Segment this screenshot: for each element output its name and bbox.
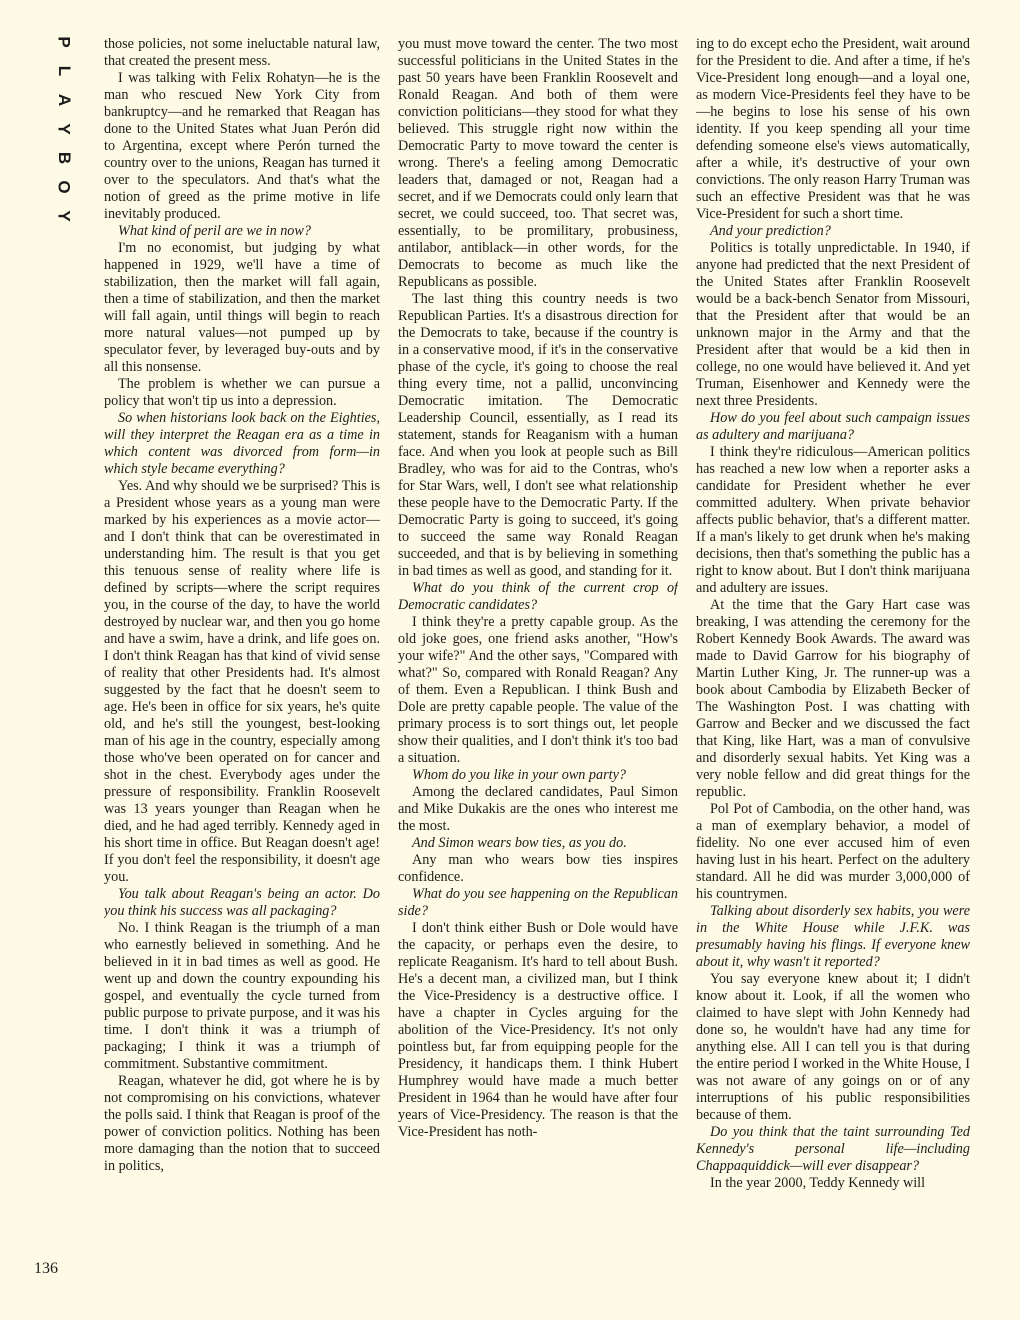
magazine-title-letter: B [55, 151, 74, 165]
interview-answer: I think they're a pretty capable group. As the old joke goes, one friend asks another, "How's your wife?" And the other says, "Compared with what?" So, compared with Ronald Reagan? Any of them. Even a Republican. I think Bush and Dole are pretty capable people. The value of the primary process is to sort things out, let people show their qualities, and I don't think it's too bad a situation. [398, 614, 678, 766]
interview-answer: You say everyone knew about it; I didn't know about it. Look, if all the women who claimed to have slept with John Kennedy had done so, he wouldn't have had any time for anything else. All I can tell you is that during the entire period I worked in the White House, I was not aware of any goings on or of any interruptions of his public responsibilities because of them. [696, 971, 970, 1123]
interview-answer: Politics is totally unpredictable. In 1940, if anyone had predicted that the next President of the United States after Franklin Roosevelt would be a back-bench Senator from Missouri, that the President after that would be an unknown major in the Army and that the President after that would be a kid then in college, no one would have believed it. And yet Truman, Eisenhower and Kennedy were the next three Presidents. [696, 240, 970, 409]
text-column-1 [104, 36, 380, 1276]
interview-answer: No. I think Reagan is the triumph of a man who earnestly believed in something. And he believed in it in bad times as well as good. He went up and down the country expounding his gospel, and eventually the cycle turned from public purpose to private purpose, and it was his time. I don't think it was a triumph of packaging; I think it was a triumph of commitment. Substantive commitment. [104, 920, 380, 1072]
magazine-title-letter: Y [55, 123, 74, 135]
interview-answer: Any man who wears bow ties inspires confidence. [398, 852, 678, 885]
interview-answer: The last thing this country needs is two Republican Parties. It's a disastrous direction for the Democrats to take, because if the country is in a conservative mood, if it's in the conservative phase of the cycle, it's going to choose the real thing every time, not a pallid, unconvincing Democratic imitation. The Democratic Leadership Council, essentially, as I read its statement, stands for Reaganism with a human face. And when you look at people such as Bill Bradley, who was for aid to the Contras, who's for Star Wars, well, I don't see what relationship these people have to the Democratic Party. If the Democratic Party is going to succeed, it's going to succeed the same way Ronald Reagan succeeded, and that is by believing in something in bad times as well as good, and standing for it. [398, 291, 678, 579]
interview-question: Do you think that the taint surrounding Ted Kennedy's personal life—including Chappaquiddick—will ever disappear? [696, 1124, 970, 1174]
interview-answer: Among the declared candidates, Paul Simon and Mike Dukakis are the ones who interest me the most. [398, 784, 678, 834]
interview-question: And Simon wears bow ties, as you do. [412, 835, 627, 851]
interview-question: How do you feel about such campaign issues as adultery and marijuana? [696, 410, 970, 443]
interview-question: What kind of peril are we in now? [118, 223, 311, 239]
interview-answer: those policies, not some ineluctable natural law, that created the present mess. [104, 36, 380, 69]
interview-answer: Yes. And why should we be surprised? This is a President whose years as a young man were marked by his experiences as a movie actor—and I don't think that can be overestimated in understanding him. The result is that you get this tenuous sense of reality where life is defined by scripts—where the script requires you, in the course of the day, to have the world destroyed by nuclear war, and then you go home and have a swim, have a drink, and life goes on. I don't think Reagan has that kind of vivid sense of reality that other Presidents had. It's almost suggested by the fact that he doesn't seem to age. He's been in office for six years, he's quite old, and he's still the youngest, best-looking man of his age in the country, especially among those who've been operated on for cancer and shot in the chest. Everybody ages under the pressure of responsibility. Franklin Roosevelt was 13 years younger than Reagan when he died, and he had aged terribly. Kennedy aged in his short time in office. But Reagan doesn't age! If you don't feel the responsibility, it doesn't age you. [104, 478, 380, 885]
interview-answer: Reagan, whatever he did, got where he is by not compromising on his convictions, whatever the polls said. I think that Reagan is proof of the power of conviction politics. Nothing has been more damaging than the notion that to succeed in politics, [104, 1073, 380, 1174]
magazine-title-letter: O [54, 180, 74, 194]
interview-answer: Pol Pot of Cambodia, on the other hand, was a man of exemplary behavior, a model of fidelity. No one ever accused him of even having lust in his heart. Perfect on the adultery standard. All he did was murder 3,000,000 of his countrymen. [696, 801, 970, 902]
interview-answer: I'm no economist, but judging by what happened in 1929, we'll have a time of stabilization, then the market will fall again, then a time of stabilization, and then the market will fall again, until things will begin to reach more natural values—not pumped up by speculator fever, by leveraged buy-outs and by all this nonsense. [104, 240, 380, 375]
interview-question: And your prediction? [710, 223, 831, 239]
interview-question: Talking about disorderly sex habits, you were in the White House while J.F.K. was presumably having his flings. If everyone knew about it, why wasn't it reported? [696, 903, 970, 970]
magazine-title-letter: P [55, 36, 74, 48]
interview-answer: I think they're ridiculous—American politics has reached a new low when a reporter asks a candidate for President whether he ever committed adultery. When private behavior affects public behavior, that's a different matter. If a man's likely to get drunk when he's making decisions, then that's something the public has a right to know about. But I don't think marijuana and adultery are issues. [696, 444, 970, 596]
interview-question: What do you think of the current crop of Democratic candidates? [398, 580, 678, 613]
magazine-vertical-title [52, 32, 76, 226]
interview-answer: you must move toward the center. The two most successful politicians in the United States in the past 50 years have been Franklin Roosevelt and Ronald Reagan. And both of them were conviction politicians—they stood for what they believed. This struggle right now within the Democratic Party to move toward the center is wrong. There's a feeling among Democratic leaders that, damaged or not, Reagan had a secret, and if we Democrats could only learn that secret, we could succeed, too. That secret was, essentially, to be promilitary, probusiness, antilabor, antiblack—in other words, for the Democrats to become as much like the Republicans as possible. [398, 36, 678, 290]
interview-question: So when historians look back on the Eighties, will they interpret the Reagan era as a time in which content was divorced from form—in which style became everything? [104, 410, 380, 477]
text-column-2 [398, 36, 678, 1276]
magazine-title-letter: L [54, 65, 74, 77]
interview-answer: I was talking with Felix Rohatyn—he is the man who rescued New York City from bankruptcy—and he remarked that Reagan has done to the United States what Juan Perón did to Argentina, except where Perón turned the country over to the unions, Reagan has turned it over to the speculators. And that's what the notion of greed as the prime motive in life inevitably produced. [104, 70, 380, 222]
interview-question: Whom do you like in your own party? [412, 767, 626, 783]
interview-answer: The problem is whether we can pursue a policy that won't tip us into a depression. [104, 376, 380, 409]
text-column-3 [696, 36, 970, 1276]
interview-answer: In the year 2000, Teddy Kennedy will [710, 1175, 926, 1191]
magazine-title-letter: Y [55, 210, 74, 222]
magazine-title-letter: A [55, 93, 74, 107]
interview-answer: I don't think either Bush or Dole would have the capacity, or perhaps even the desire, to replicate Reaganism. It's hard to tell about Bush. He's a decent man, a civilized man, but I think the Vice-Presidency is a destructive office. I have a chapter in Cycles arguing for the abolition of the Vice-Presidency. It's not only pointless but, far from equipping people for the Presidency, it handicaps them. I think Hubert Humphrey would have made a much better President in 1964 than he would have after four years of Vice-Presidency. The reason is that the Vice-President has noth- [398, 920, 678, 1140]
interview-question: What do you see happening on the Republican side? [398, 886, 678, 919]
interview-question: You talk about Reagan's being an actor. Do you think his success was all packaging? [104, 886, 380, 919]
page-number: 136 [34, 1260, 58, 1277]
interview-answer: ing to do except echo the President, wait around for the President to die. And after a time, if he's Vice-President long enough—and a loyal one, as modern Vice-Presidents feel they have to be—he begins to lose his sense of his own identity. If you keep spending all your time defending someone else's views automatically, after a while, it's destructive of your own convictions. The only reason Harry Truman was such an effective President was that he was Vice-President for such a short time. [696, 36, 970, 222]
interview-answer: At the time that the Gary Hart case was breaking, I was attending the ceremony for the Robert Kennedy Book Awards. The award was made to David Garrow for his biography of Martin Luther King, Jr. The runner-up was a book about Cambodia by Elizabeth Becker of The Washington Post. I was chatting with Garrow and Becker and we discussed the fact that King, like Hart, was a man of convulsive and disorderly sexual habits. Yet King was a very noble fellow and did great things for the republic. [696, 597, 970, 800]
